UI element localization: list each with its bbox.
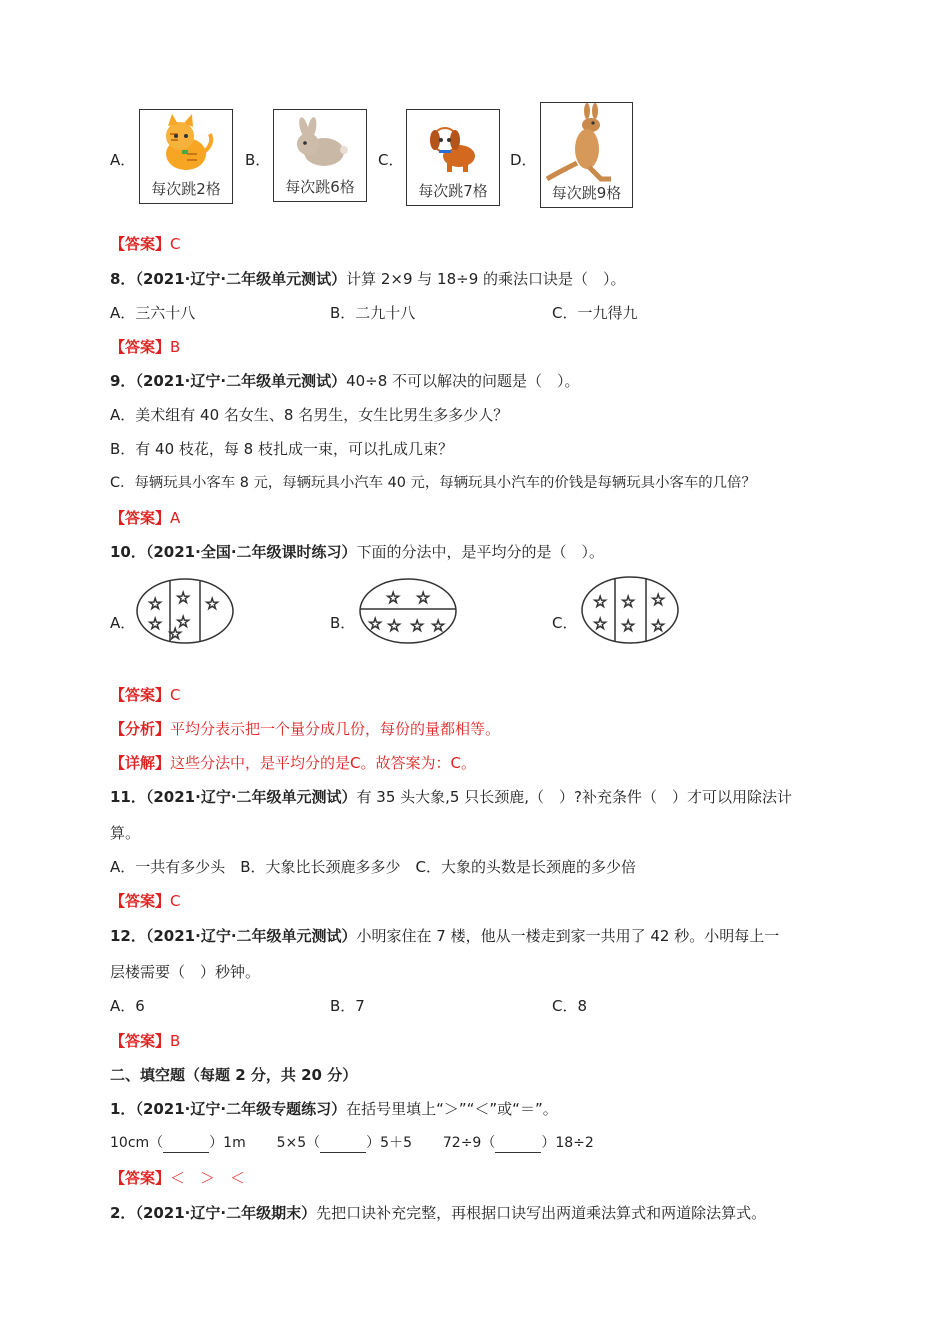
option-a-caption: 每次跳2格 (151, 180, 221, 198)
q8-option-c: C．一九得九 (552, 304, 638, 322)
f1-stem: 1．（2021·辽宁·二年级专题练习）在括号里填上“＞”“＜”或“＝”。 (110, 1100, 558, 1118)
option-b-label: B． (245, 151, 271, 169)
section-title: 二、填空题（每题 2 分，共 20 分） (110, 1066, 358, 1084)
star-icon: ☆ (651, 616, 666, 635)
star-icon: ☆ (176, 588, 191, 607)
oval-division-c (580, 575, 680, 645)
cat-icon (140, 110, 232, 180)
option-c-label: C． (378, 151, 404, 169)
star-icon: ☆ (176, 612, 191, 631)
f1-item-3: 72÷9（ ）18÷2 (442, 1135, 594, 1151)
oval-division-a (135, 577, 235, 645)
f2-stem: 2．（2021·辽宁·二年级期末）先把口诀补充完整，再根据口诀写出两道乘法算式和两道除法算式。 (110, 1204, 767, 1222)
q11-answer: 【答案】C (110, 892, 181, 910)
option-a-card (139, 109, 233, 204)
blank-field[interactable] (163, 1138, 209, 1153)
star-icon: ☆ (651, 590, 666, 609)
q12-option-c: C．8 (552, 997, 588, 1015)
star-icon: ☆ (205, 594, 220, 613)
q8-option-b: B．二九十八 (330, 304, 416, 322)
q11-stem-cont: 算。 (110, 824, 141, 842)
q11-options: A．一共有多少头 B．大象比长颈鹿多多少 C．大象的头数是长颈鹿的多少倍 (110, 858, 637, 876)
q10-option-c-label: C． (552, 614, 578, 632)
f1-item-2: 5×5（ ）5＋5 (276, 1135, 412, 1151)
q8-answer: 【答案】B (110, 338, 181, 356)
rabbit-icon (274, 110, 366, 176)
f1-items (110, 1133, 594, 1153)
star-icon: ☆ (621, 616, 636, 635)
option-b-card (273, 109, 367, 202)
dog-icon (407, 110, 499, 180)
q10-detail: 【详解】这些分法中，是平均分的是C。故答案为：C。 (110, 754, 476, 772)
option-a-label: A． (110, 151, 136, 169)
q10-option-a-label: A． (110, 614, 136, 632)
kangaroo-icon (541, 103, 632, 183)
blank-field[interactable] (320, 1138, 366, 1153)
q12-answer: 【答案】B (110, 1032, 181, 1050)
star-icon: ☆ (416, 588, 431, 607)
q8-option-a: A．三六十八 (110, 304, 196, 322)
q7-answer: 【答案】C (110, 235, 181, 253)
star-icon: ☆ (368, 614, 383, 633)
q9-option-b: B．有 40 枝花，每 8 枝扎成一束，可以扎成几束？ (110, 440, 453, 458)
star-icon: ☆ (387, 616, 402, 635)
q9-option-c: C．每辆玩具小客车 8 元，每辆玩具小汽车 40 元，每辆玩具小汽车的价钱是每辆玩具小客车的几倍？ (110, 475, 756, 491)
q10-stem: 10．（2021·全国·二年级课时练习）下面的分法中，是平均分的是（ ）。 (110, 543, 605, 561)
star-icon: ☆ (431, 616, 446, 635)
star-icon: ☆ (593, 592, 608, 611)
star-icon: ☆ (621, 592, 636, 611)
option-d-card (540, 102, 633, 208)
q9-stem: 9．（2021·辽宁·二年级单元测试）40÷8 不可以解决的问题是（ ）。 (110, 372, 580, 390)
f1-item-1: 10cm（ ）1m (110, 1135, 246, 1151)
q12-stem: 12．（2021·辽宁·二年级单元测试）小明家住在 7 楼，他从一楼走到家一共用了 42 秒。小明每上一 (110, 927, 780, 945)
q11-stem: 11．（2021·辽宁·二年级单元测试）有 35 头大象,5 只长颈鹿,（ ）?补充条件（ ）才可以用除法计 (110, 788, 792, 806)
q10-analysis: 【分析】平均分表示把一个量分成几份，每份的量都相等。 (110, 720, 501, 738)
q10-option-b-label: B． (330, 614, 356, 632)
q10-answer: 【答案】C (110, 686, 181, 704)
option-d-label: D． (510, 151, 537, 169)
star-icon: ☆ (410, 616, 425, 635)
option-d-caption: 每次跳9格 (551, 184, 622, 202)
q8-stem: 8．（2021·辽宁·二年级单元测试）计算 2×9 与 18÷9 的乘法口诀是（ ）。 (110, 270, 626, 288)
option-c-card (406, 109, 500, 206)
f1-answer: 【答案】＜ ＞ ＜ (110, 1169, 246, 1187)
q9-answer: 【答案】A (110, 509, 181, 527)
q9-option-a: A．美术组有 40 名女生、8 名男生，女生比男生多多少人？ (110, 406, 509, 424)
star-icon: ☆ (148, 594, 163, 613)
option-c-caption: 每次跳7格 (418, 182, 488, 200)
oval-division-b (358, 577, 458, 645)
option-b-caption: 每次跳6格 (285, 178, 355, 196)
q12-option-b: B．7 (330, 997, 365, 1015)
q12-option-a: A．6 (110, 997, 145, 1015)
star-icon: ☆ (386, 588, 401, 607)
blank-field[interactable] (495, 1138, 541, 1153)
star-icon: ☆ (168, 624, 183, 643)
star-icon: ☆ (148, 614, 163, 633)
q12-stem-cont: 层楼需要（ ）秒钟。 (110, 963, 261, 981)
star-icon: ☆ (593, 614, 608, 633)
